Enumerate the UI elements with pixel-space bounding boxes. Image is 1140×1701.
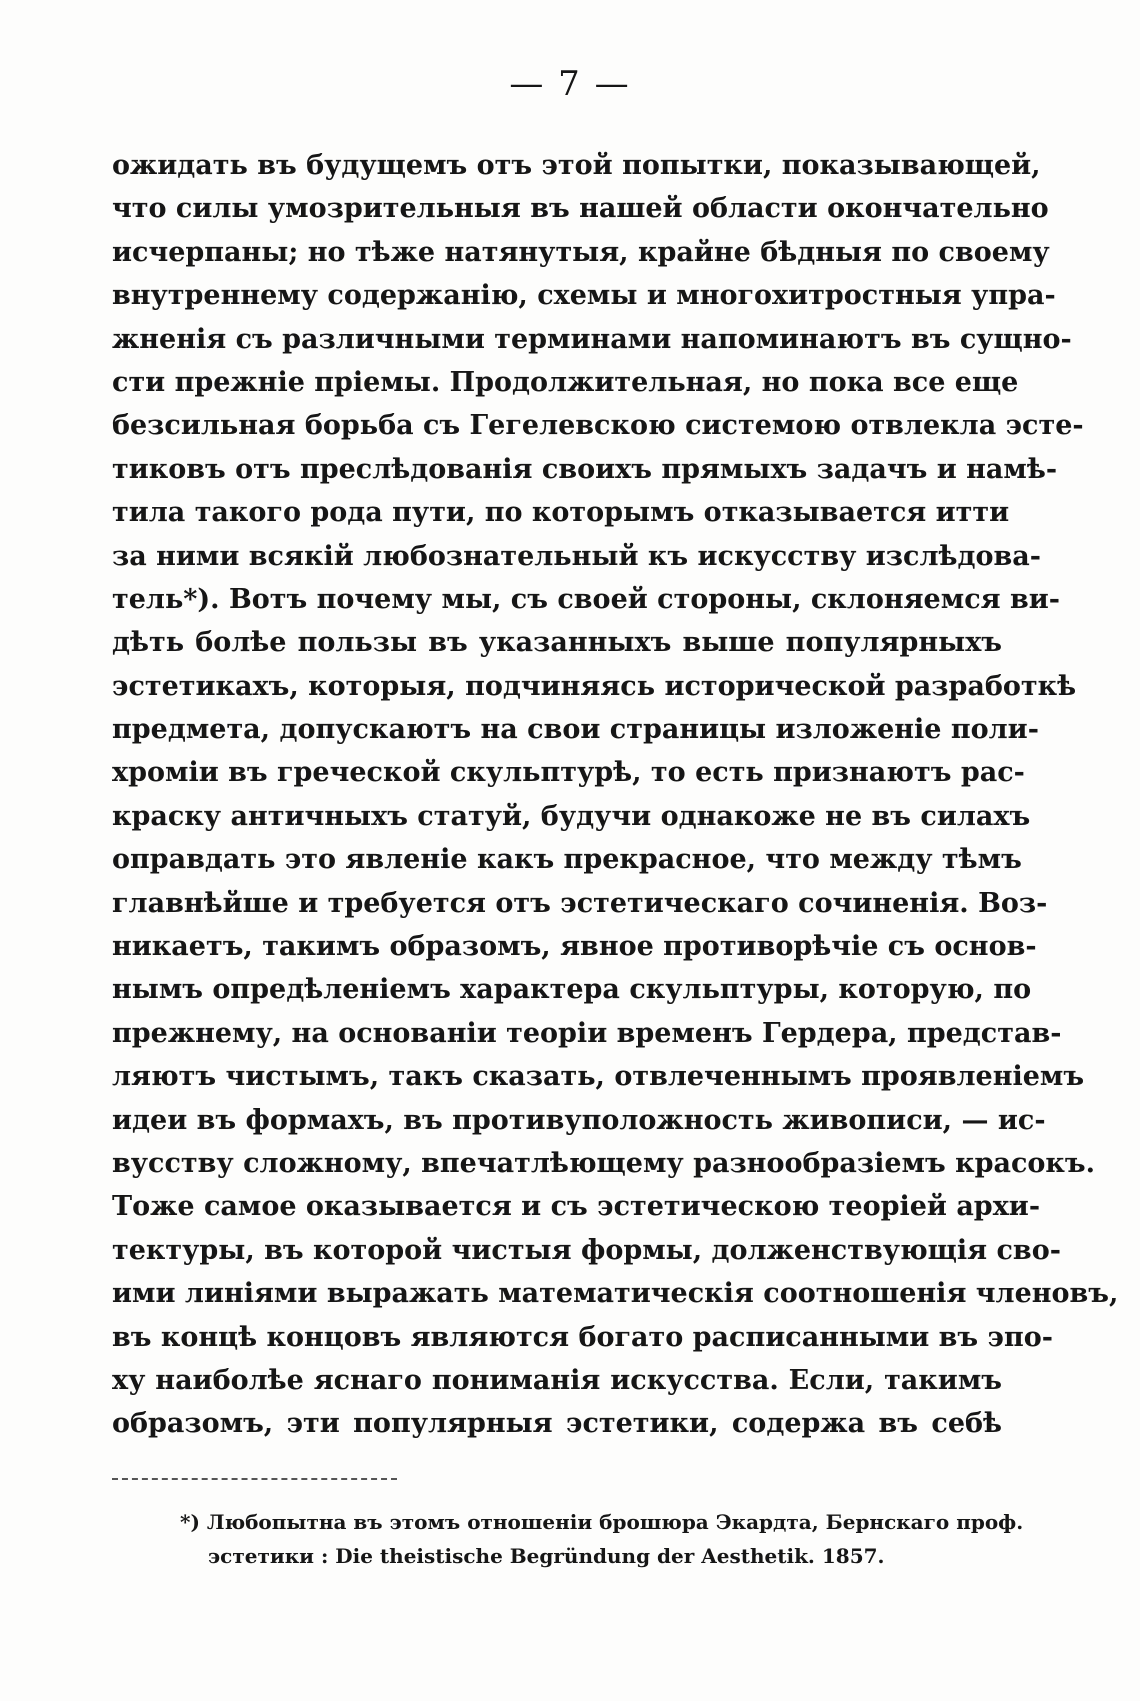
text-line: предмета, допускаютъ на свои страницы изложеніе поли-	[112, 714, 1039, 746]
text-line: въ концѣ концовъ являются богато расписанными въ эпо-	[112, 1321, 1053, 1353]
text-line: тиковъ отъ преслѣдованія своихъ прямыхъ задачъ и намѣ-	[112, 453, 1058, 485]
text-line: главнѣйше и требуется отъ эстетическаго сочиненія. Воз-	[112, 887, 1048, 919]
page-number: — 7 —	[509, 64, 631, 104]
text-line: нымъ опредѣленіемъ характера скульптуры, которую, по	[112, 974, 1032, 1006]
text-line: прежнему, на основаніи теоріи временъ Гердера, представ-	[112, 1017, 1062, 1049]
footnote	[180, 1505, 1024, 1573]
text-line: ху наиболѣе яснаго пониманія искусства. Если, такимъ	[112, 1364, 1002, 1396]
footnote-line: *) Любопытна въ этомъ отношеніи брошюра Экардта, Бернскаго проф.	[180, 1510, 1024, 1534]
text-line: тила такого рода пути, по которымъ отказывается итти	[112, 497, 1010, 529]
text-line: тель*). Вотъ почему мы, съ своей стороны, склоняемся ви-	[112, 583, 1060, 615]
body-text	[112, 144, 1119, 1446]
text-line: вусству сложному, впечатлѣющему разнообразіемъ красокъ.	[112, 1147, 1096, 1179]
text-line: оправдать это явленіе какъ прекрасное, что между тѣмъ	[112, 844, 1022, 876]
text-line: образомъ, эти популярныя эстетики, содержа въ себѣ	[112, 1408, 1002, 1440]
text-line: жненія съ различными терминами напоминаютъ въ сущно-	[112, 323, 1072, 355]
text-line: ожидать въ будущемъ отъ этой попытки, показывающей,	[112, 150, 1041, 181]
text-line: дѣть болѣе пользы въ указанныхъ выше популярныхъ	[112, 627, 1002, 659]
text-line: эстетикахъ, которыя, подчиняясь исторической разработкѣ	[112, 670, 1077, 702]
text-line: сти прежніе пріемы. Продолжительная, но пока все еще	[112, 366, 1019, 398]
text-line: что силы умозрительныя въ нашей области окончательно	[112, 193, 1049, 225]
text-line: исчерпаны; но тѣже натянутыя, крайне бѣдныя по своему	[112, 236, 1050, 268]
text-line: за ними всякій любознательный къ искусству изслѣдова-	[112, 540, 1041, 572]
text-line: безсильная борьба съ Гегелевскою системою отвлекла эсте-	[112, 410, 1084, 442]
text-line: краску античныхъ статуй, будучи однакоже не въ силахъ	[112, 800, 1031, 832]
text-line: хроміи въ греческой скульптурѣ, то есть признаютъ рас-	[112, 757, 1025, 789]
footnote-line: эстетики : Die theistische Begründung der Aesthetik. 1857.	[208, 1544, 885, 1568]
text-line: ляютъ чистымъ, такъ сказать, отвлеченнымъ проявленіемъ	[112, 1061, 1085, 1093]
text-line: никаетъ, такимъ образомъ, явное противорѣчіе съ основ-	[112, 931, 1037, 963]
text-line: внутреннему содержанію, схемы и многохитростныя упра-	[112, 280, 1056, 312]
text-line: идеи въ формахъ, въ противуположность живописи, — ис-	[112, 1104, 1046, 1136]
footnote-divider	[112, 1478, 397, 1480]
text-line: ими линіями выражать математическія соотношенія членовъ,	[112, 1278, 1119, 1310]
text-line: тектуры, въ которой чистыя формы, долженствующія сво-	[112, 1234, 1061, 1266]
text-line: Тоже самое оказывается и съ эстетическою теоріей архи-	[112, 1191, 1041, 1223]
